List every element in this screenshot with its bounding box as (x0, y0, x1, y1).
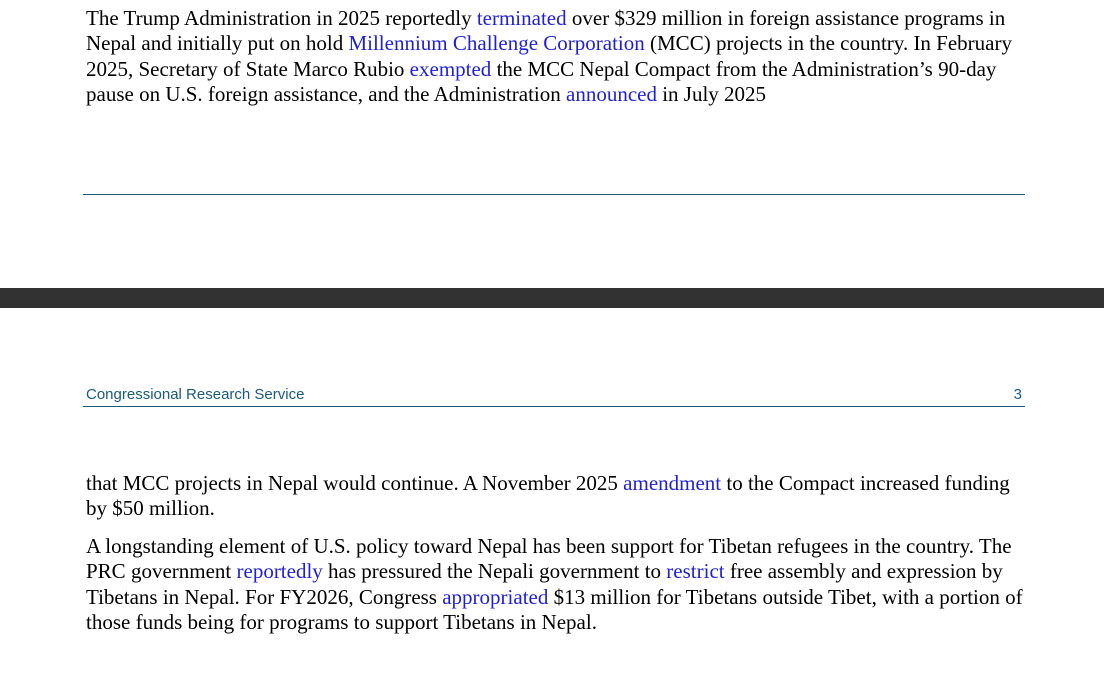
text-segment: free assembly and expression by Tibetans in Nepal. For FY2026, Congress (86, 559, 1003, 609)
link-announced[interactable]: announced (566, 81, 657, 106)
text-segment: the MCC Nepal Compact from the Administration’s 90-day pause on U.S. foreign assistance, and the Administration (86, 56, 997, 106)
text-segment: in July 2025 (656, 81, 767, 106)
org-name: Congressional Research Service (86, 386, 305, 403)
text-segment: that MCC projects in Nepal would continue. A November 2025 (86, 471, 624, 495)
page-separator (0, 288, 1104, 308)
text-segment: (MCC) projects in the country. In February 2025, Secretary of State Marco Rubio (86, 31, 1012, 81)
page-header (83, 386, 1025, 407)
link-appropriated[interactable]: appropriated (442, 584, 549, 609)
text-segment: has pressured the Nepali government to (322, 559, 667, 584)
text-segment: over $329 million in foreign assistance programs in Nepal and initially put on hold (86, 6, 1006, 56)
link-exempted[interactable]: exempted (409, 56, 492, 81)
text-segment: The Trump Administration in 2025 reportedly (86, 6, 477, 30)
page-3 (0, 308, 1104, 684)
tibet-paragraph (86, 534, 1026, 635)
link-restrict[interactable]: restrict (666, 559, 725, 584)
page-2-bottom (0, 0, 1104, 288)
text-segment: A longstanding element of U.S. policy toward Nepal has been support for Tibetan refugees in the country. The PRC government (86, 534, 1012, 584)
link-reportedly[interactable]: reportedly (236, 559, 323, 584)
footer-rule (83, 194, 1025, 195)
text-segment: $13 million for Tibetans outside Tibet, with a portion of those funds being for programs to support Tibetans in Nepal. (86, 584, 1023, 634)
text-segment: to the Compact increased funding by $50 million. (86, 471, 1010, 521)
mcc-paragraph (86, 6, 1026, 107)
link-amendment[interactable]: amendment (623, 471, 722, 495)
link-millennium-challenge-corporation[interactable]: Millennium Challenge Corporation (348, 31, 645, 56)
link-terminated[interactable]: terminated (476, 6, 567, 30)
page-number: 3 (1013, 386, 1022, 403)
continuation-paragraph (86, 471, 1026, 522)
